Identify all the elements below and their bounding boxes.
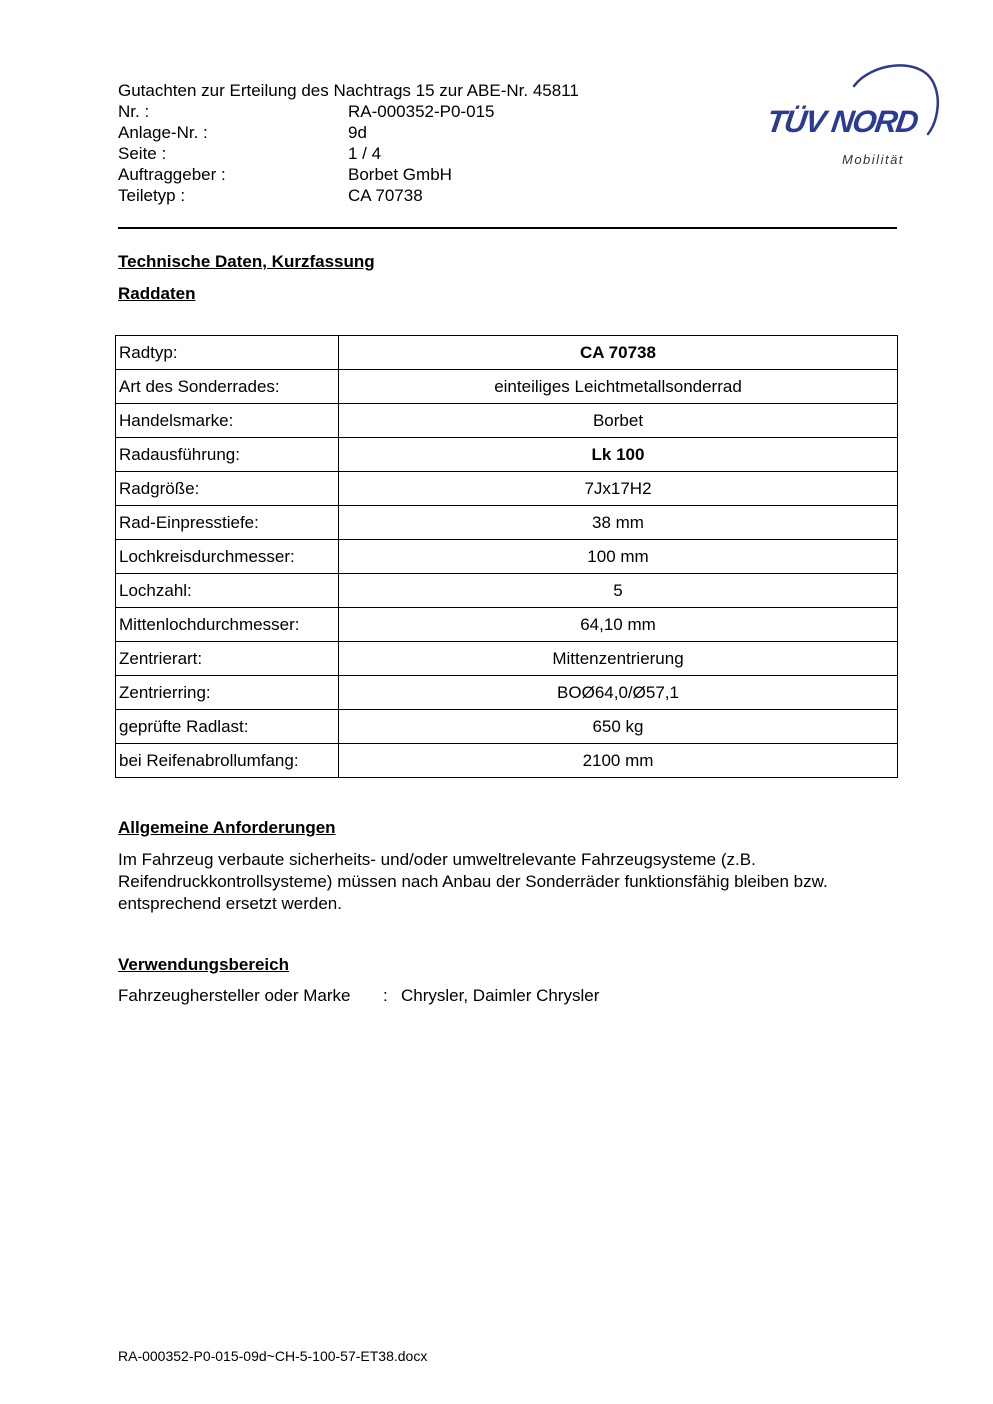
table-row [116, 472, 898, 506]
meta-row-seite [118, 143, 678, 164]
meta-key: Nr. : [118, 102, 150, 121]
meta-value: 9d [348, 123, 367, 142]
meta-row-auftraggeber [118, 164, 678, 185]
row-label: Radausführung: [116, 438, 339, 472]
document-title: Gutachten zur Erteilung des Nachtrags 15 zur ABE-Nr. 45811 [118, 81, 579, 100]
meta-value: Borbet GmbH [348, 165, 452, 184]
table-row [116, 574, 898, 608]
tuv-nord-logo [762, 58, 942, 173]
logo-subtitle: Mobilität [842, 152, 904, 167]
raddaten-table [115, 335, 898, 778]
meta-row-teiletyp [118, 185, 678, 206]
header-divider [118, 227, 897, 229]
table-row [116, 438, 898, 472]
verwendungsbereich-row [118, 986, 599, 1006]
verwendung-key: Fahrzeughersteller oder Marke [118, 986, 351, 1005]
row-label: Handelsmarke: [116, 404, 339, 438]
row-value: 650 kg [339, 710, 898, 744]
logo-brand: TÜV NORD [764, 104, 920, 139]
footer-filename: RA-000352-P0-015-09d~CH-5-100-57-ET38.docx [118, 1348, 428, 1364]
row-label: geprüfte Radlast: [116, 710, 339, 744]
row-label: Zentrierring: [116, 676, 339, 710]
row-value: BOØ64,0/Ø57,1 [339, 676, 898, 710]
table-row [116, 676, 898, 710]
heading-technische-daten: Technische Daten, Kurzfassung [118, 252, 375, 271]
row-value: 38 mm [339, 506, 898, 540]
row-label: Mittenlochdurchmesser: [116, 608, 339, 642]
row-label: Rad-Einpresstiefe: [116, 506, 339, 540]
meta-value: 1 / 4 [348, 144, 382, 163]
verwendung-value: Chrysler, Daimler Chrysler [401, 986, 600, 1005]
table-row [116, 404, 898, 438]
row-value: Borbet [339, 404, 898, 438]
heading-allgemeine-anforderungen: Allgemeine Anforderungen [118, 818, 336, 837]
meta-key: Seite : [118, 144, 167, 163]
row-value: Lk 100 [339, 438, 898, 472]
row-value: CA 70738 [339, 336, 898, 370]
table-row [116, 540, 898, 574]
table-row [116, 370, 898, 404]
meta-row-nr [118, 101, 678, 122]
meta-key: Teiletyp : [118, 186, 186, 205]
row-label: Zentrierart: [116, 642, 339, 676]
meta-value: CA 70738 [348, 186, 423, 205]
row-value: 5 [339, 574, 898, 608]
heading-verwendungsbereich: Verwendungsbereich [118, 955, 289, 974]
table-row [116, 336, 898, 370]
table-row [116, 642, 898, 676]
allgemeine-anforderungen-text: Im Fahrzeug verbaute sicherheits- und/oder umweltrelevante Fahrzeugsysteme (z.B. Reifendruckkontrollsysteme) müssen nach Anbau der Sonderräder funktionsfähig bleiben bzw. entsprechend ersetzt werden. [118, 850, 828, 913]
row-value: einteiliges Leichtmetallsonderrad [339, 370, 898, 404]
document-header [118, 80, 678, 206]
meta-key: Auftraggeber : [118, 165, 226, 184]
row-label: Radtyp: [116, 336, 339, 370]
row-value: 2100 mm [339, 744, 898, 778]
row-label: Lochkreisdurchmesser: [116, 540, 339, 574]
meta-key: Anlage-Nr. : [118, 123, 208, 142]
heading-raddaten: Raddaten [118, 284, 196, 303]
meta-row-anlage [118, 122, 678, 143]
row-value: 64,10 mm [339, 608, 898, 642]
table-row [116, 744, 898, 778]
row-label: Radgröße: [116, 472, 339, 506]
meta-value: RA-000352-P0-015 [348, 102, 495, 121]
table-row [116, 710, 898, 744]
table-row [116, 506, 898, 540]
row-label: Art des Sonderrades: [116, 370, 339, 404]
row-value: 7Jx17H2 [339, 472, 898, 506]
table-row [116, 608, 898, 642]
row-label: bei Reifenabrollumfang: [116, 744, 339, 778]
row-value: Mittenzentrierung [339, 642, 898, 676]
row-value: 100 mm [339, 540, 898, 574]
row-label: Lochzahl: [116, 574, 339, 608]
verwendung-separator: : [383, 986, 388, 1005]
